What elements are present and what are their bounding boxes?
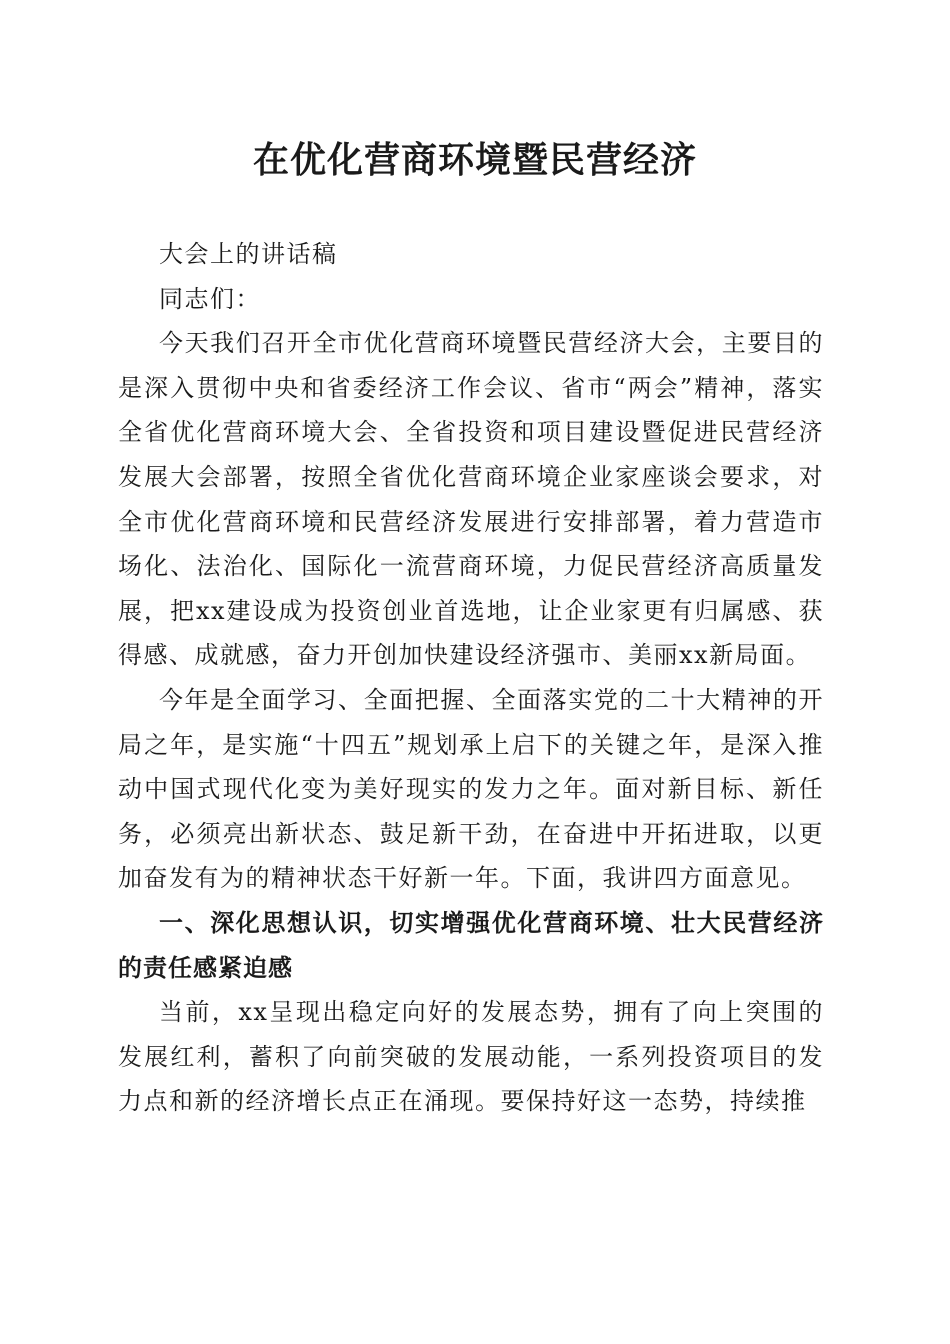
body-paragraph: 今天我们召开全市优化营商环境暨民营经济大会，主要目的是深入贯彻中央和省委经济工作会议、省市“两会”精神，落实全省优化营商环境大会、全省投资和项目建设暨促进民营经济发展大会部署，按照全省优化营商环境企业家座谈会要求，对全市优化营商环境和民营经济发展进行安排部署，着力营造市场化、法治化、国际化一流营商环境，力促民营经济高质量发展，把xx建设成为投资创业首选地，让企业家更有归属感、获得感、成就感，奋力开创加快建设经济强市、美丽xx新局面。 [118,329,824,670]
document-title: 在优化营商环境暨民营经济 [252,139,697,181]
body-paragraph: 今年是全面学习、全面把握、全面落实党的二十大精神的开局之年，是实施“十四五”规划承上启下的关键之年，是深入推动中国式现代化变为美好现实的发力之年。面对新目标、新任务，必须亮出新状态、鼓足新干劲，在奋进中开拓进取，以更加奋发有为的精神状态干好新一年。下面，我讲四方面意见。 [118,685,824,893]
greeting-line: 同志们： [159,284,261,313]
section-heading: 一、深化思想认识，切实增强优化营商环境、壮大民营经济的责任感紧迫感 [118,908,824,982]
subtitle-line: 大会上的讲话稿 [159,240,338,268]
document-body [118,232,824,1124]
body-paragraph: 当前，xx呈现出稳定向好的发展态势，拥有了向上突围的发展红利，蓄积了向前突破的发展动能，一系列投资项目的发力点和新的经济增长点正在涌现。要保持好这一态势，持续推 [118,998,824,1116]
